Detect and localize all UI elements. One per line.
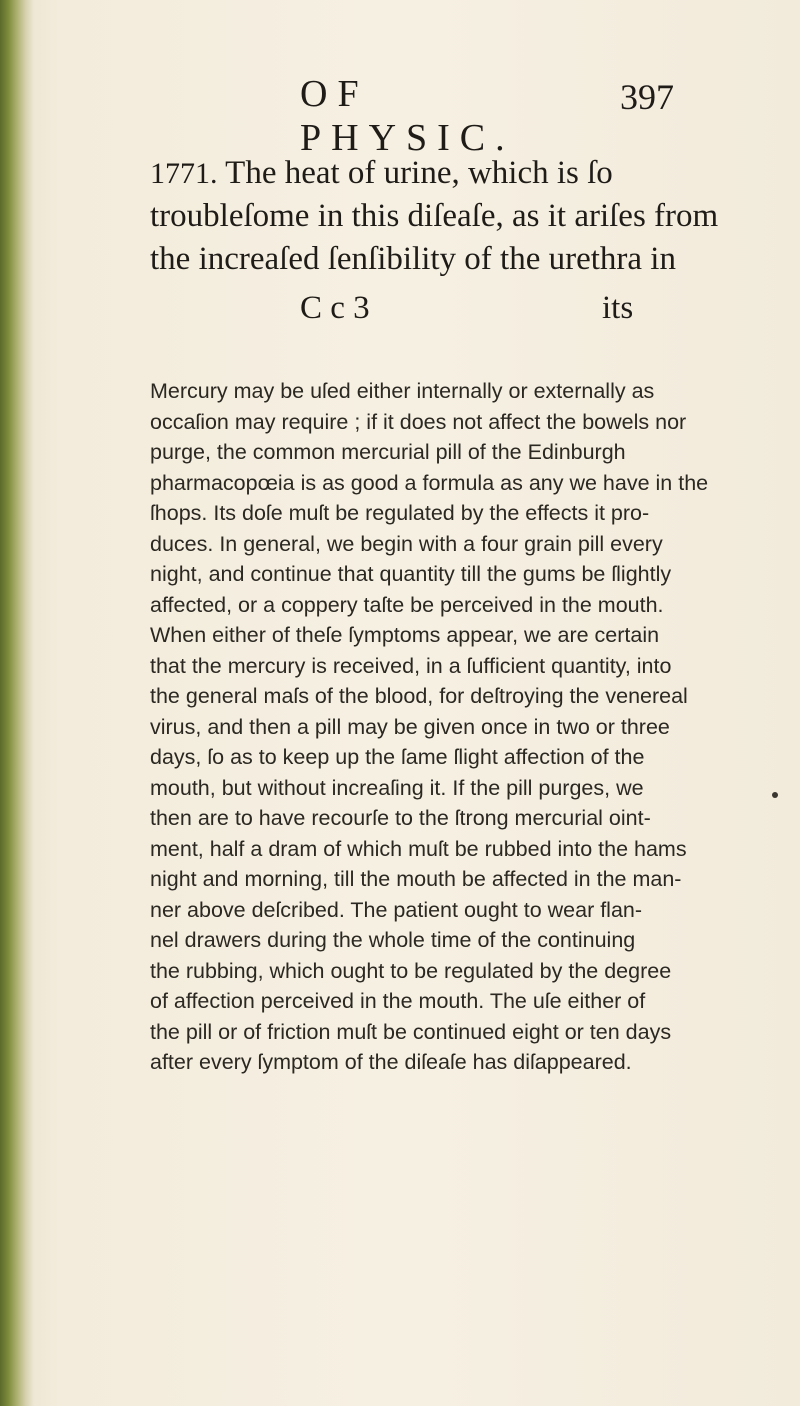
text-line: night and morning, till the mouth be affected in the man-	[150, 867, 682, 891]
text-line: When either of theſe ſymptoms appear, we are certain	[150, 623, 660, 647]
text-line: purge, the common mercurial pill of the Edinburgh	[150, 440, 626, 464]
text-line: night, and continue that quantity till the gums be ſlightly	[150, 562, 672, 586]
book-binding-edge	[0, 0, 34, 1406]
text-line: affected, or a coppery taſte be perceived in the mouth.	[150, 592, 664, 617]
catchword: its	[602, 290, 634, 326]
paragraph-first-line	[150, 152, 720, 195]
text-line: occaſion may require ; if it does not affect the bowels nor	[150, 409, 687, 434]
text-line: pharmacopœia is as good a formula as any we have in the	[150, 470, 709, 495]
text-line: ment, half a dram of which muſt be rubbed into the hams	[150, 836, 687, 861]
text-line: of affection perceived in the mouth. The uſe either of	[150, 989, 646, 1013]
page-number: 397	[620, 77, 674, 117]
text-line: The heat of urine, which is ſo	[225, 155, 613, 191]
upper-paragraph	[150, 152, 720, 281]
text-line: ſhops. Its doſe muſt be regulated by the effects it pro-	[150, 501, 650, 525]
text-line: ner above deſcribed. The patient ought to wear flan-	[150, 897, 643, 922]
text-line: virus, and then a pill may be given once in two or three	[150, 714, 670, 739]
text-line: nel drawers during the whole time of the continuing	[150, 928, 636, 952]
text-line: mouth, but without increaſing it. If the pill purges, we	[150, 775, 644, 800]
running-head: OF PHYSIC.	[300, 73, 515, 159]
text-line: troubleſome in this diſeaſe, as it ariſes from	[150, 198, 719, 234]
text-line: that the mercury is received, in a ſufficient quantity, into	[150, 653, 672, 678]
text-line: the rubbing, which ought to be regulated by the degree	[150, 958, 672, 983]
text-line: days, ſo as to keep up the ſame ſlight affection of the	[150, 745, 645, 769]
text-line: the pill or of friction muſt be continued eight or ten days	[150, 1019, 672, 1044]
signature-mark: C c 3	[300, 290, 370, 326]
text-line: Mercury may be uſed either internally or externally as	[150, 379, 655, 403]
text-line: the general maſs of the blood, for deſtroying the venereal	[150, 684, 688, 708]
paragraph-number: 1771.	[150, 157, 218, 190]
ink-speck	[772, 792, 778, 798]
text-line: after every ſymptom of the diſeaſe has diſappeared.	[150, 1050, 632, 1074]
text-line: duces. In general, we begin with a four grain pill every	[150, 531, 663, 556]
lower-paragraph	[150, 376, 747, 1078]
text-line: the increaſed ſenſibility of the urethra in	[150, 241, 676, 277]
text-line: then are to have recourſe to the ſtrong mercurial oint-	[150, 806, 651, 830]
